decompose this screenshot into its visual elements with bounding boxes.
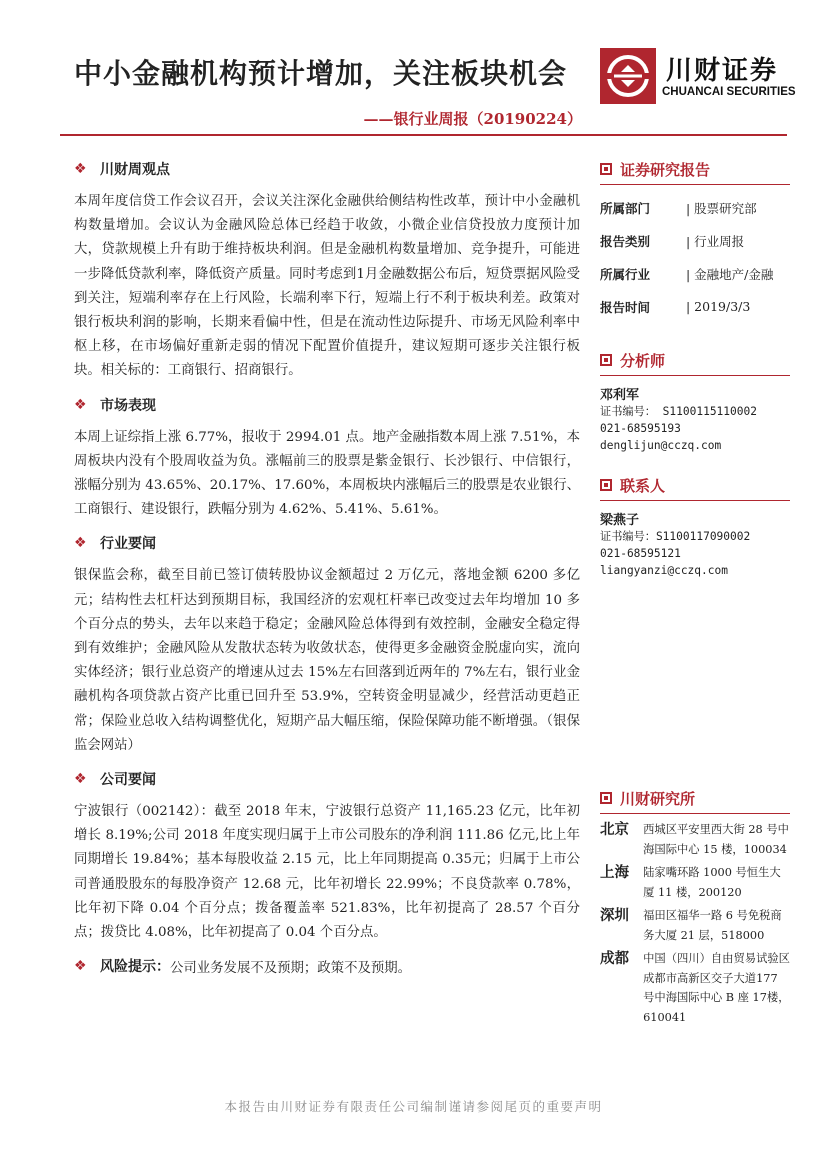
meta-value: | 股票研究部 xyxy=(686,200,757,216)
diamond-bullet-icon: ❖ xyxy=(74,396,87,413)
meta-key: 报告时间 xyxy=(600,299,651,315)
office-address: 中国（四川）自由贸易试验区成都市高新区交子大道177 号中海国际中心 B 座 17楼，610041 xyxy=(643,952,790,1024)
sidebar xyxy=(600,156,790,1027)
meta-key: 报告类别 xyxy=(600,233,651,249)
diamond-bullet-icon: ❖ xyxy=(74,771,87,788)
office-city: 成都 xyxy=(600,951,629,967)
square-bullet-icon xyxy=(600,792,612,804)
meta-row-department xyxy=(600,191,790,224)
report-subtitle: ——银行业周报（20190224） xyxy=(363,110,582,128)
company-logo xyxy=(600,48,800,104)
sidebar-divider xyxy=(600,813,790,814)
sidebar-heading-institute xyxy=(600,785,790,811)
logo-english-text: CHUANCAI SECURITIES xyxy=(662,86,796,98)
section-body-company-news: 宁波银行（002142）：截至 2018 年末，宁波银行总资产 11,165.23 亿元，比年初增长 8.19%;公司 2018 年度实现归属于上市公司股东的净利润 111.86 亿元,比上年同期增长 19.84%；基本每股收益 2.15 元，比上年同期提高 0.35元；归属于上市公司普通股股东的每股净资产 12.68 元，比年初增长 22.99%；不良贷款率 0.78%，比年初下降 0.04 个百分点；拨备覆盖率 521.83%，比年初提高了 28.57 个百分点；拨贷比 4.08%，比年初提高了 0.04 个百分点。 xyxy=(74,804,580,941)
report-title: 中小金融机构预计增加，关注板块机会 xyxy=(74,57,568,90)
square-bullet-icon xyxy=(600,479,612,491)
meta-row-date xyxy=(600,290,790,323)
office-city: 深圳 xyxy=(600,908,629,924)
meta-value: | 金融地产/金融 xyxy=(686,266,774,282)
analyst-phone: 021-68595193 xyxy=(600,422,681,435)
office-chengdu xyxy=(600,949,790,1027)
sidebar-heading-contact xyxy=(600,472,790,498)
analyst-email[interactable]: denglijun@cczq.com xyxy=(600,439,722,452)
diamond-bullet-icon: ❖ xyxy=(74,958,87,975)
risk-label: 风险提示： xyxy=(100,959,170,976)
section-heading-industry-news xyxy=(74,528,580,558)
sidebar-heading-text: 证券研究报告 xyxy=(620,160,711,179)
sidebar-heading-text: 川财研究所 xyxy=(620,789,696,808)
section-heading-market xyxy=(74,390,580,420)
office-address: 福田区福华一路 6 号免税商务大厦 21 层，518000 xyxy=(643,909,782,942)
sidebar-divider xyxy=(600,184,790,185)
risk-warning xyxy=(74,951,580,981)
contact-name: 梁燕子 xyxy=(600,513,640,528)
sidebar-heading-analyst xyxy=(600,347,790,373)
logo-mark-icon xyxy=(600,48,656,104)
office-shenzhen xyxy=(600,906,790,945)
section-heading-company-news xyxy=(74,764,580,794)
diamond-bullet-icon: ❖ xyxy=(74,161,87,177)
meta-key: 所属行业 xyxy=(600,266,651,282)
header-divider xyxy=(60,134,787,136)
sidebar-divider xyxy=(600,375,790,376)
meta-value: | 行业周报 xyxy=(686,233,745,249)
section-body-market: 本周上证综指上涨 6.77%，报收于 2994.01 点。地产金融指数本周上涨 7.51%，本周板块内没有个股周收益为负。涨幅前三的股票是紫金银行、长沙银行、中信银行，涨幅分别为 43.65%、20.17%、17.60%，本周板块内涨幅后三的股票是农业银行、工商银行、建设银行，跌幅分别为 4.62%、5.41%、5.61%。 xyxy=(74,429,580,518)
sidebar-divider xyxy=(600,500,790,501)
section-heading-text: 公司要闻 xyxy=(100,772,156,789)
contact-cert: 证书编号：S1100117090002 xyxy=(600,530,751,543)
meta-row-category xyxy=(600,224,790,257)
meta-key: 所属部门 xyxy=(600,200,651,216)
contact-email[interactable]: liangyanzi@cczq.com xyxy=(600,564,728,577)
section-body-weekly-view: 本周年度信贷工作会议召开，会议关注深化金融供给侧结构性改革，预计中小金融机构数量增加。会议认为金融风险总体已经趋于收敛，小微企业信贷投放力度预计加大，贷款规模上升有助于维持板块利润。但是金融机构数量增加、竞争提升，可能进一步降低贷款利率，降低资产质量。同时考虑到1月金融数据公布后，短贷票据风险受到关注，短端利率存在上行风险，长端利率下行，短端上行不利于板块利差。政策对银行板块利润的影响，长期来看偏中性，但是在流动性边际提升、市场无风险利率中枢上移，在市场偏好重新走弱的情况下配置价值提升，建议短期可逐步关注银行板块。相关标的：工商银行、招商银行。 xyxy=(74,194,580,379)
sidebar-heading-report xyxy=(600,156,790,182)
sidebar-heading-text: 分析师 xyxy=(620,351,666,370)
office-beijing xyxy=(600,820,790,859)
square-bullet-icon xyxy=(600,354,612,366)
main-content xyxy=(74,150,580,981)
section-heading-text: 市场表现 xyxy=(100,397,156,414)
office-address: 陆家嘴环路 1000 号恒生大厦 11 楼，200120 xyxy=(643,866,781,899)
risk-text: 公司业务发展不及预期；政策不及预期。 xyxy=(170,960,412,976)
diamond-bullet-icon: ❖ xyxy=(74,535,87,552)
footer-disclaimer: 本报告由川财证券有限责任公司编制谨请参阅尾页的重要声明 xyxy=(224,1099,603,1114)
logo-chinese-text: 川财证券 xyxy=(666,56,779,86)
section-heading-text: 川财周观点 xyxy=(100,162,170,178)
square-bullet-icon xyxy=(600,163,612,175)
section-body-industry-news: 银保监会称，截至目前已签订债转股协议金额超过 2 万亿元，落地金额 6200 多亿元；结构性去杠杆达到预期目标，我国经济的宏观杠杆率已改变过去年均增加 10 多个百分点的势头，去年以来趋于稳定；金融风险总体得到有效控制，金融安全稳定得到有效维护；金融风险从发散状态转为收敛状态，使得更多金融资金脱虚向实，流向实体经济；银行业总资产的增速从过去 15%左右回落到近两年的 7%左右，银行业金融机构各项贷款占资产比重已回升至 53.9%，空转资金明显减少，经营活动更趋正常；保险业总收入结构调整优化，短期产品大幅压缩，保险保障功能不断增强。（银保监会网站） xyxy=(74,568,580,753)
section-heading-weekly-view xyxy=(74,154,580,184)
office-address: 西城区平安里西大街 28 号中海国际中心 15 楼，100034 xyxy=(643,823,789,856)
section-heading-text: 行业要闻 xyxy=(100,536,156,553)
office-shanghai xyxy=(600,863,790,902)
sidebar-heading-text: 联系人 xyxy=(620,476,666,495)
office-city: 北京 xyxy=(600,822,629,838)
office-city: 上海 xyxy=(600,865,629,881)
contact-phone: 021-68595121 xyxy=(600,547,681,560)
analyst-name: 邓利军 xyxy=(600,388,640,403)
analyst-cert: 证书编号： S1100115110002 xyxy=(600,405,757,418)
meta-value: | 2019/3/3 xyxy=(686,299,751,314)
meta-row-industry xyxy=(600,257,790,290)
